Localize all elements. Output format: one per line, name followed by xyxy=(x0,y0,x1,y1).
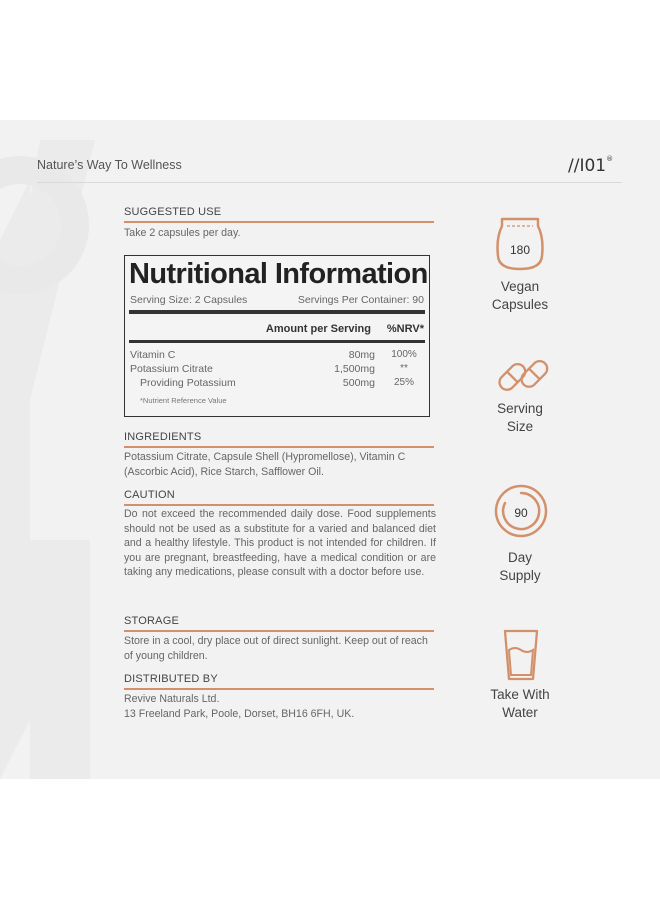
nutrient-amount: 500mg xyxy=(342,377,375,389)
table-row xyxy=(125,363,429,377)
capsules-icon xyxy=(492,355,556,397)
amount-header: Amount per Serving xyxy=(265,323,371,335)
pouch-count: 180 xyxy=(509,243,531,257)
nutrient-name: Potassium Citrate xyxy=(130,363,213,375)
icon-label-water xyxy=(465,686,575,722)
nutrition-table xyxy=(124,255,430,417)
section-rule xyxy=(124,446,434,448)
caution-title: CAUTION xyxy=(124,489,175,501)
nutrition-rule xyxy=(129,340,425,343)
nutrient-nrv: ** xyxy=(400,363,408,374)
storage-title: STORAGE xyxy=(124,615,179,627)
brand-logo: //Ι01® xyxy=(568,155,614,176)
distributed-title: DISTRIBUTED BY xyxy=(124,673,218,685)
distributor-address: 13 Freeland Park, Poole, Dorset, BH16 6FH, UK. xyxy=(124,708,355,720)
nutrient-amount: 1,500mg xyxy=(334,363,375,375)
icon-label-line: Supply xyxy=(499,568,541,583)
section-rule xyxy=(124,221,434,223)
label-panel xyxy=(0,120,660,779)
icon-label-serving xyxy=(465,400,575,436)
icon-label-line: Size xyxy=(506,419,534,434)
ingredients-title: INGREDIENTS xyxy=(124,431,202,443)
nutrient-name: Providing Potassium xyxy=(140,377,236,389)
header-divider xyxy=(37,182,622,183)
icon-label-line: Day xyxy=(507,550,532,565)
icon-label-line: Capsules xyxy=(491,297,549,312)
icon-label-line: Serving xyxy=(497,401,543,416)
distributor-name: Revive Naturals Ltd. xyxy=(124,693,220,705)
caution-text: Do not exceed the recommended daily dose. Food supplements should not be used as a substitute for a varied and balanced diet and a healthy lifestyle. This product is not intended for children. If you are pregnant, breastfeeding, have a medical condition or are taking any medications, please consult with a doctor before use. xyxy=(124,508,436,578)
nrv-header: %NRV* xyxy=(386,323,424,335)
section-rule xyxy=(124,630,434,632)
suggested-use-text: Take 2 capsules per day. xyxy=(124,227,241,239)
nutrient-nrv: 25% xyxy=(393,377,414,388)
serving-size: Serving Size: 2 Capsules xyxy=(130,294,248,306)
nutrient-nrv: 100% xyxy=(391,349,417,360)
icon-label-line: Water xyxy=(502,705,538,720)
water-glass-icon xyxy=(502,628,540,682)
tagline: Nature’s Way To Wellness xyxy=(37,158,182,172)
nutrition-title: Nutritional Information xyxy=(129,258,428,290)
nutrient-name: Vitamin C xyxy=(130,349,176,361)
icon-label-line: Take With xyxy=(490,687,550,702)
table-row xyxy=(125,377,429,391)
nutrition-rule xyxy=(129,310,425,314)
nutrient-amount: 80mg xyxy=(348,349,375,361)
table-row xyxy=(125,349,429,363)
ingredients-text: Potassium Citrate, Capsule Shell (Hypromellose), Vitamin C (Ascorbic Acid), Rice Starch, Safflower Oil. xyxy=(124,451,406,478)
icon-label-vegan xyxy=(465,278,575,314)
icon-label-day xyxy=(465,549,575,585)
icon-label-line: Vegan xyxy=(500,279,540,294)
suggested-use-title: SUGGESTED USE xyxy=(124,206,222,218)
nutrition-footnote: *Nutrient Reference Value xyxy=(140,396,227,405)
section-rule xyxy=(124,688,434,690)
storage-text: Store in a cool, dry place out of direct sunlight. Keep out of reach of young children. xyxy=(124,635,428,662)
servings-per-container: Servings Per Container: 90 xyxy=(297,294,424,306)
dial-number: 90 xyxy=(514,506,528,520)
section-rule xyxy=(124,504,434,506)
